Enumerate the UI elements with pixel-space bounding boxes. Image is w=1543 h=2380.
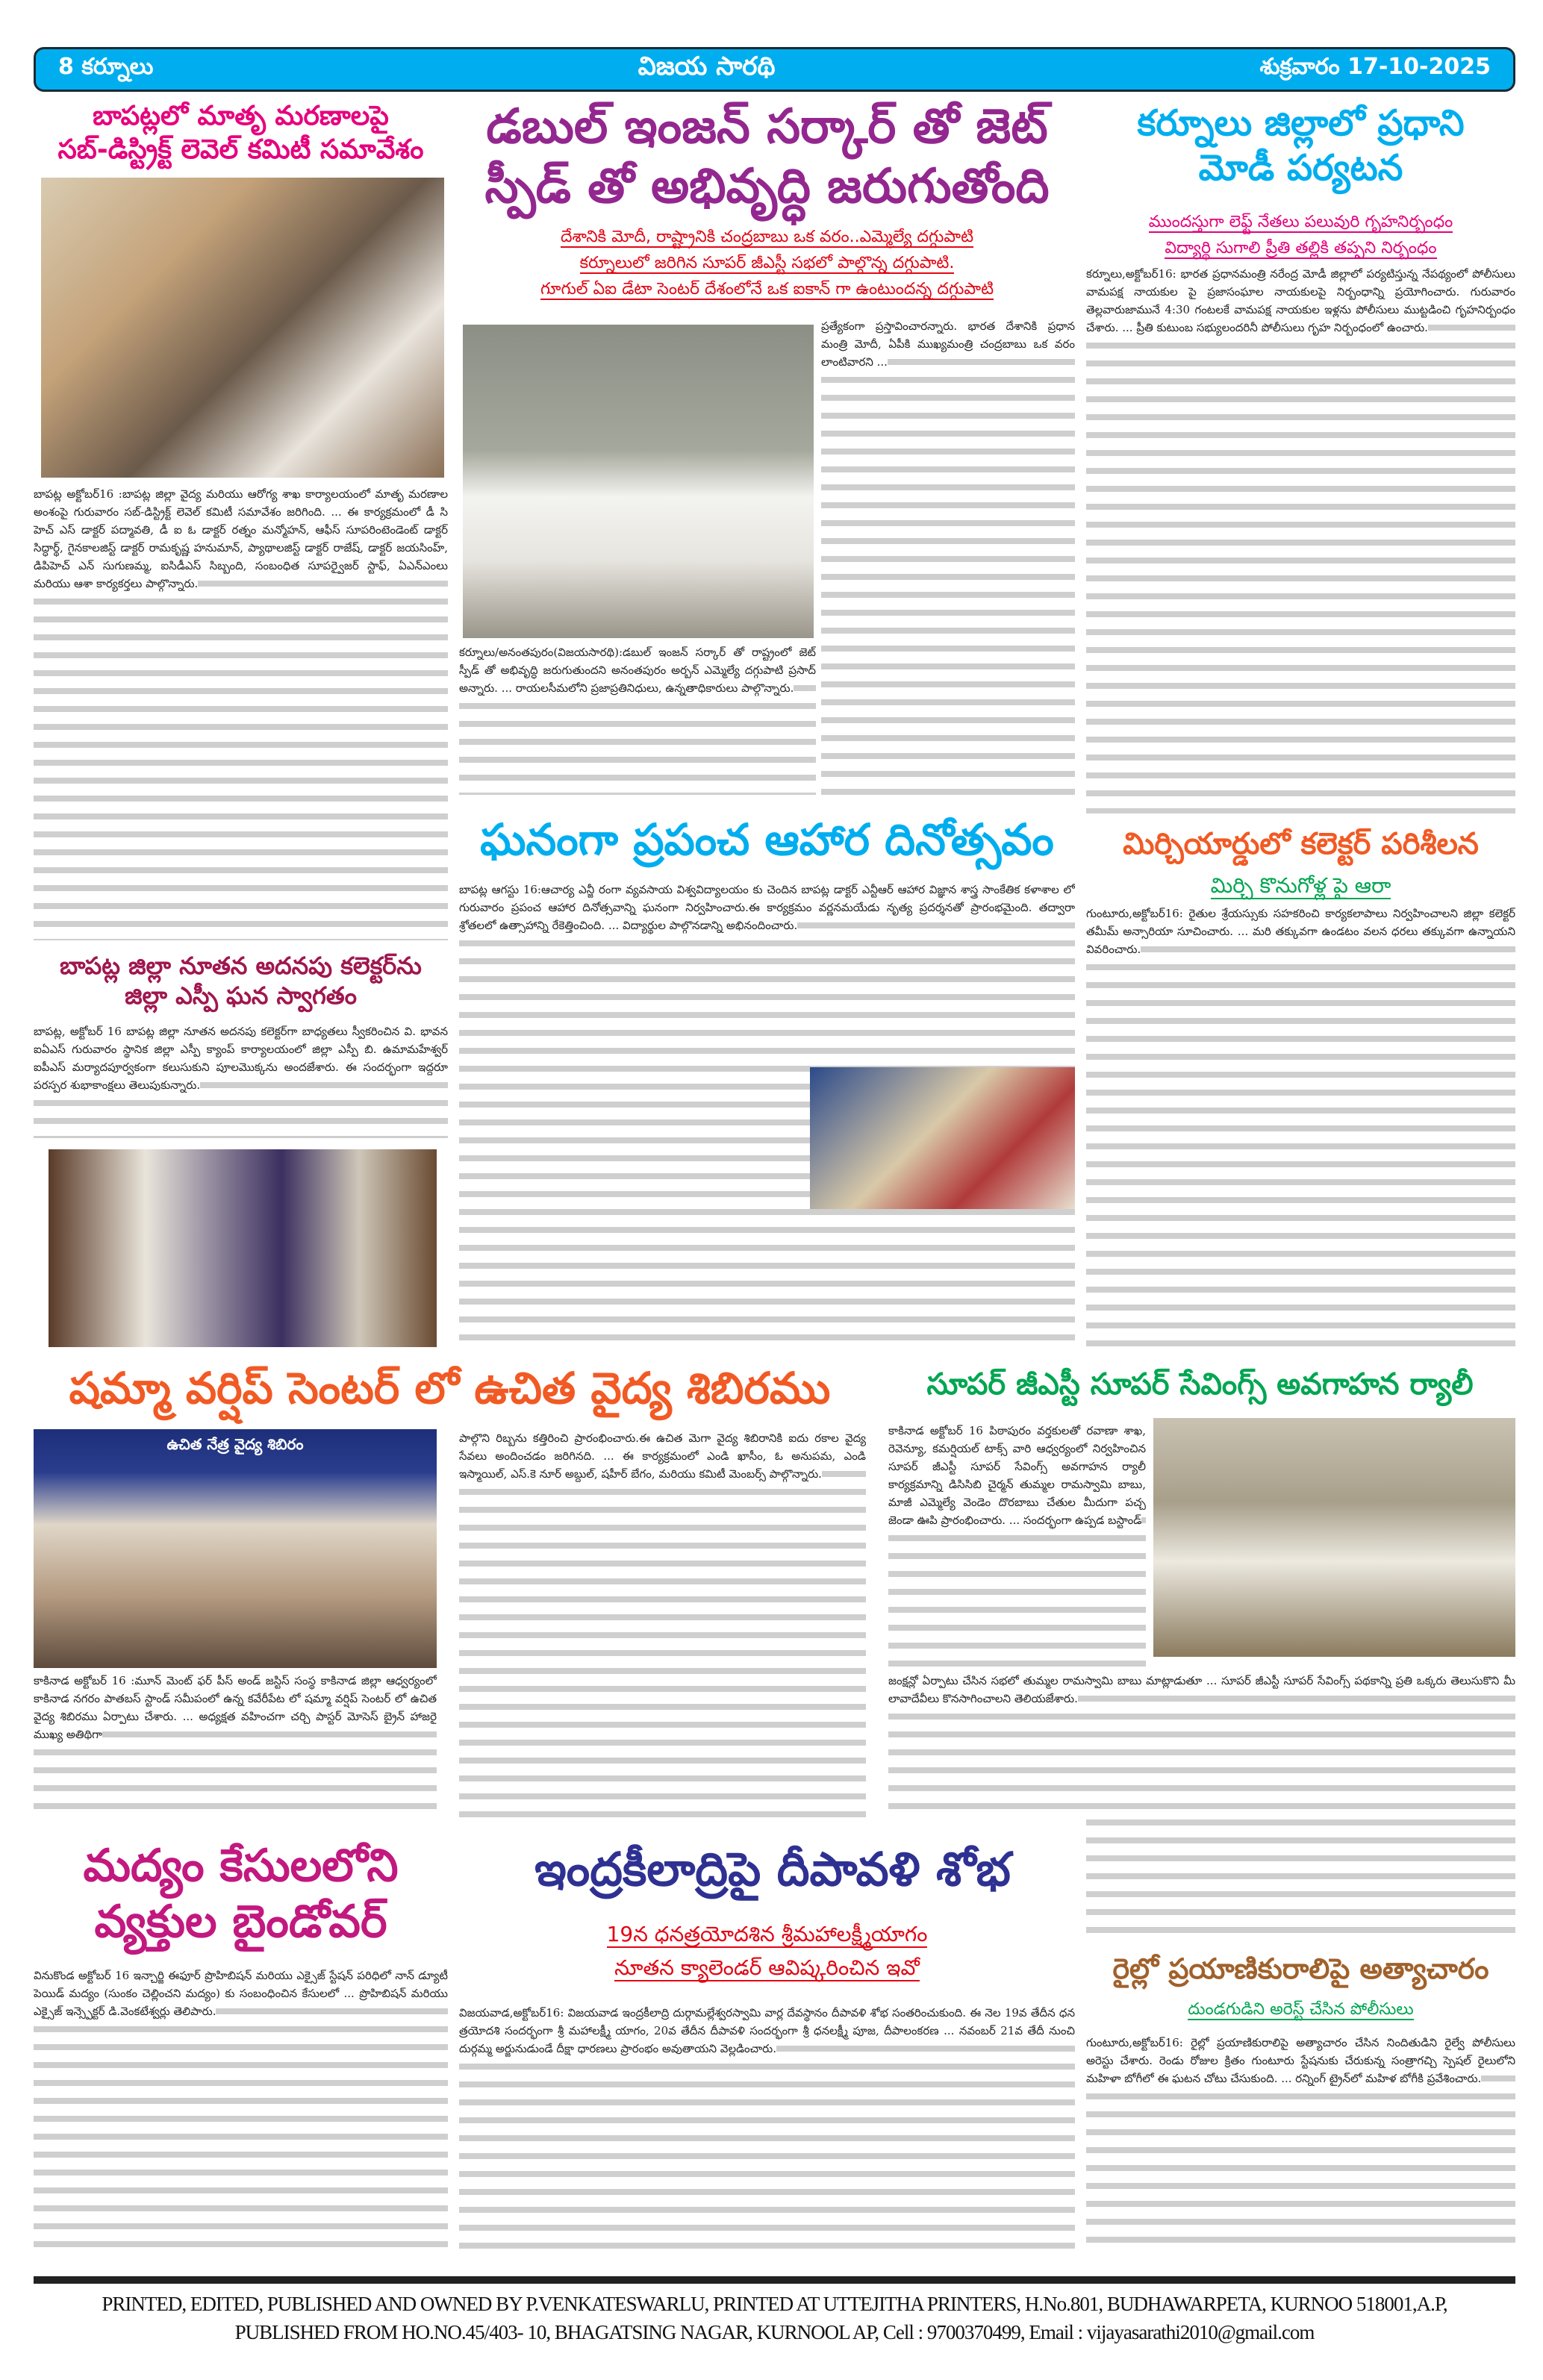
headline-indrakeeladri: [470, 1828, 1075, 1911]
headline-line: సూపర్ జీఎస్టీ సూపర్ సేవింగ్స్ అవగాహన ర్యాలీ: [926, 1367, 1474, 1402]
article-text: కర్నూలు,అక్టోబర్16: భారత ప్రధానమంత్రి నరేంద్ర మోడీ జిల్లాలో పర్యటిస్తున్న నేపథ్యంలో పోలీసులు వామపక్ష నాయకుల పై ప్రజాసంఘాల నాయకులపై నిర్బంధాన్ని ప్రయోగించారు. గురువారం తెల్లవారుజామునే 4:30 గంటలకే వామపక్ష నాయకుల ఇళ్లను పోలీసులు ముట్టడించి గృహనిర్బంధం చేశారు. ... ప్రీతి కుటుంబ సభ్యులందరినీ పోలీసులు గృహ నిర్బంధంలో ఉంచారు.: [1086, 267, 1515, 334]
headline-line: షమ్మా వర్షిప్ సెంటర్ లో ఉచిత వైద్య శిబిరము: [69, 1362, 831, 1414]
article-maternal-deaths: [34, 485, 448, 940]
article-text: బాపట్ల, అక్టోబర్ 16 బాపట్ల జిల్లా నూతన అదనపు కలెక్టర్‌గా బాధ్యతలు స్వీకరించిన వి. భావన ఐఏఎస్ గురువారం స్థానిక జిల్లా ఎస్పీ క్యాంప్ కార్యాలయంలో జిల్లా ఎస్పీ బి. ఉమామహేశ్వర్ ఐపీఎస్ మర్యాదపూర్వకంగా కలుసుకుని పూలమొక్కను అందజేశారు. ఈ సందర్భంగా ఇద్దరూ పరస్పర శుభాకాంక్షలు తెలుపుకున్నారు.: [34, 1025, 448, 1092]
subheadlines-modi-visit: [1086, 209, 1515, 261]
headline-modi-visit: [1086, 93, 1515, 198]
photo-mla-group: [463, 325, 814, 638]
article-gst-rally: [888, 1422, 1146, 1672]
article-text: బాపట్ల అక్టోబర్16 :బాపట్ల జిల్లా వైద్య మరియు ఆరోగ్య శాఖ కార్యాలయంలో మాతృ మరణాల అంశంపై గురువారం సబ్-డిస్ట్రిక్ట్ లెవెల్ కమిటీ సమావేశం జరిగింది. ... ఈ కార్యక్రమంలో డీ సి హెచ్ ఎస్ డాక్టర్ పద్మావతి, డీ ఐ ఓ డాక్టర్ రత్నం మన్మోహన్, ఆఫీస్ సూపరింటెండెంట్ డాక్టర్ సిద్ధార్థ్, గైనకాలజిస్ట్ డాక్టర్ రామకృష్ణ హనుమాన్, ప్యాథాలజిస్ట్ డాక్టర్ రాజేష్, డాక్టర్ జయసింహ్, డిపిహెచ్ ఎన్ సుగుణమ్మ, ఐసిడీఎస్ సిబ్బంది, సంబంధిత సూపర్వైజర్ స్టాఫ్, ఏఎన్ఎంలు మరియు ఆశా కార్యకర్తలు పాల్గొన్నారు.: [34, 487, 448, 590]
headline-line: వ్యక్తుల బైండోవర్: [94, 1895, 387, 1948]
article-text: పాల్గొని రిబ్బను కత్తిరించి ప్రారంభించారు.ఈ ఉచిత మెగా వైద్య శిబిరానికి ఐదు రకాల వైద్య సేవలు అందించడం జరిగినది. ... ఈ కార్యక్రమంలో ఎండి ఖాసీం, ఓ అనుపమ, ఎండి ఇస్మాయిల్, ఎస్.కె నూర్ అబ్దుల్, షహీర్ బేగం, మరియు కమిటీ మెంబర్స్ పాల్గొన్నారు.: [459, 1431, 866, 1481]
headline-free-medical-camp: [34, 1358, 866, 1418]
headline-line: మిర్చియార్డులో కలెక్టర్ పరిశీలన: [1123, 827, 1479, 861]
headline-liquor-bindover: [34, 1825, 448, 1963]
headline-line: బాపట్లలో మాతృ మరణాలపై: [93, 101, 389, 131]
headline-line: బాపట్ల జిల్లా నూతన అదనపు కలెక్టర్‌ను: [60, 952, 422, 980]
photo-medical-camp: [34, 1429, 437, 1668]
article-mirchi-yard: [1086, 905, 1515, 1347]
subheadline-train-assault: [1086, 1996, 1515, 2023]
article-additional-collector: [34, 1022, 448, 1138]
headline-line: స్పీడ్ తో అభివృద్ధి జరుగుతోంది: [484, 159, 1050, 214]
headline-maternal-deaths: [34, 96, 448, 170]
article-text: కాకినాడ అక్టోబర్ 16 :మూన్ మెంట్ ఫర్ పీస్ అండ్ జస్టిస్ సంస్థ కాకినాడ జిల్లా ఆధ్వర్యంలో కాకినాడ నగరం పాతబస్ స్టాండ్ సమీపంలో ఉన్న కవేరీపేట లో షమ్మా వర్షిప్ సెంటర్ లో ఉచిత వైద్య శిబిరము ఏర్పాటు చేశారు. ... అధ్యక్షత వహించగా చర్చి పాస్టర్ మోసెస్ బ్రైన్ హాజరై ముఖ్య అతిథిగా: [34, 1674, 437, 1741]
article-double-engine-cont: [821, 317, 1075, 795]
subheadline: దేశానికి మోదీ, రాష్ట్రానికి చంద్రబాబు ఒక వరం..ఎమ్మెల్యే దగ్గుపాటి: [560, 228, 974, 246]
headline-gst-rally: [885, 1358, 1515, 1411]
headline-train-assault: [1086, 1948, 1515, 1991]
headline-line: మద్యం కేసులలోని: [83, 1839, 399, 1892]
issue-date: శుక్రవారం 17-10-2025: [1259, 54, 1491, 80]
article-gst-rally-cont: [888, 1672, 1515, 1814]
headline-line: ఘనంగా ప్రపంచ ఆహార దినోత్సవం: [480, 813, 1054, 865]
article-text: ప్రత్యేకంగా ప్రస్తావించారన్నారు. భారత దేశానికి ప్రధాన మంత్రి మోదీ, ఏపీకి ముఖ్యమంత్రి చంద్రబాబు ఒక వరం లాంటివారని ...: [821, 319, 1075, 369]
article-modi-visit: [1086, 265, 1515, 813]
headline-food-day: [459, 806, 1075, 873]
article-text: గుంటూరు,అక్టోబర్16: రైతుల శ్రేయస్సుకు సహకరించి కార్యకలాపాలు నిర్వహించాలని జిల్లా కలెక్టర్ తమీమ్ అన్సారియా సూచించారు. ... మరి తక్కువగా ఉండటం వలన ధరలు తక్కువగా ఉన్నాయని వివరించారు.: [1086, 907, 1515, 956]
article-double-engine: [459, 643, 816, 795]
article-train-assault: [1086, 2034, 1515, 2254]
headline-double-engine: [459, 93, 1075, 220]
page-section: 8 కర్నూలు: [58, 54, 154, 80]
article-text: కాకినాడ అక్టోబర్ 16 పిఠాపురం వర్తకులతో రవాణా శాఖ, రెవెన్యూ, కమర్షియల్ టాక్స్ వారి ఆధ్వర్యంలో నిర్వహించిన సూపర్ జీఎస్టీ సూపర్ సేవింగ్స్ అవగాహన ర్యాలీ కార్యక్రమాన్ని డిసిసిబి చైర్మన్ తుమ్మల రామస్వామి బాబు, మాజీ ఎమ్మెల్యే వెండెం దొరబాబు చేతుల మీదుగా పచ్చ జెండా ఊపి ప్రారంభించారు. ... సందర్భంగా ఉప్పడ బస్టాండ్: [888, 1424, 1146, 1527]
subheadline: కర్నూలులో జరిగిన సూపర్ జీఎస్టీ సభలో పాల్గొన్న దగ్గుపాటి.: [579, 254, 955, 273]
headline-line: డబుల్ ఇంజన్ సర్కార్ తో జెట్: [486, 99, 1048, 154]
subheadline-mirchi: [1086, 869, 1515, 903]
subheadline: ముందస్తుగా లెఫ్ట్ నేతలు పలువురి గృహనిర్బంధం: [1148, 213, 1453, 231]
article-text: బాపట్ల ఆగస్టు 16:ఆచార్య ఎన్జీ రంగా వ్యవసాయ విశ్వవిద్యాలయం కు చెందిన బాపట్ల డాక్టర్ ఎన్టీఆర్ ఆహార విజ్ఞాన శాస్త్ర సాంకేతిక కళాశాల లో గురువారం ప్రపంచ ఆహార దినోత్సవాన్ని ఘనంగా నిర్వహించారు.ఈ కార్యక్రమం వర్ణనమయేడు నృత్య ప్రదర్శనతో ప్రారంభమైంది. తద్వారా శ్రోతలలో ఉత్సాహాన్ని రేకెత్తించింది. ... విద్యార్థుల పాల్గొనడాన్ని అభినందించారు.: [459, 883, 1075, 932]
article-text: గుంటూరు,అక్టోబర్16: రైల్లో ప్రయాణికురాలిపై అత్యాచారం చేసిన నిందితుడిని రైల్వే పోలీసులు అరెస్టు చేశారు. రెండు రోజుల క్రితం గుంటూరు స్టేషనుకు చేరుకున్న సంత్రాగచ్చి స్పెషల్ రైలులోని మహిళా బోగీలో ఈ ఘటన చోటు చేసుకుంది. ... రన్నింగ్ ట్రైన్‌లో మహిళ బోగీకి ప్రవేశించారు.: [1086, 2036, 1515, 2085]
photo-committee-meeting: [41, 178, 444, 478]
masthead-bar: [34, 47, 1515, 92]
subheadline: విద్యార్థి సుగాలి ప్రీతి తల్లికి తప్పని నిర్బంధం: [1165, 239, 1437, 258]
article-text: కర్నూలు/అనంతపురం(విజయసారథి):డబుల్ ఇంజన్ సర్కార్ తో రాష్ట్రంలో జెట్ స్పీడ్ తో అభివృద్ధి జరుగుతుందని అనంతపురం అర్బన్ ఎమ్మెల్యే దగ్గుపాటి ప్రసాద్ అన్నారు. ... రాయలసీమలోని ప్రజాప్రతినిధులు, ఉన్నతాధికారులు పాల్గొన్నారు.: [459, 646, 816, 695]
article-text: వినుకొండ అక్టోబర్ 16 ఇన్చార్జి ఈఫూర్ ప్రొహిబిషన్ మరియు ఎక్సైజ్ స్టేషన్ పరిధిలో నాన్ డ్యూటీ పెయిడ్ మద్యం (సుంకం చెల్లించని మద్యం) కు సంబంధించిన కేసులలో ... ప్రొహిబిషన్ మరియు ఎక్సైజ్ ఇన్స్పెక్టర్ డి.వెంకటేశ్వర్లు తెలిపారు.: [34, 1969, 448, 2018]
article-text: విజయవాడ,అక్టోబర్16: విజయవాడ ఇంద్రకీలాద్రి దుర్గామల్లేశ్వరస్వామి వార్ల దేవస్థానం దీపావళి శోభ సంతరించుకుంది. ఈ నెల 19వ తేదీన ధన త్రయోదశి సందర్భంగా శ్రీ మహాలక్ష్మీ యాగం, 20వ తేదీన దీపావళి సందర్భంగా శ్రీ ధనలక్ష్మీ పూజ, దీపాలంకరణ ... నవంబర్ 21వ తేదీ నుంచి దుర్గమ్మ అర్జునుడుండే దీక్షా ధారణలు ప్రారంభం అవుతాయని వెల్లడించారు.: [459, 2006, 1075, 2055]
article-medical-camp-cont: [459, 1429, 866, 1821]
headline-line: రైల్లో ప్రయాణికురాలిపై అత్యాచారం: [1112, 1952, 1489, 1986]
subheadline: గూగుల్ ఏఐ డేటా సెంటర్ దేశంలోనే ఒక ఐకాన్ గా ఉంటుందన్న దగ్గుపాటి: [540, 280, 994, 299]
headline-additional-collector: [34, 946, 448, 1015]
photo-sp-welcome: [49, 1149, 437, 1347]
imprint-line-1: PRINTED, EDITED, PUBLISHED AND OWNED BY P.VENKATESWARLU, PRINTED AT UTTEJITHA PRINTERS, H.No.801, BUDHAWARPETA, KURNOO 518001,A.P,: [102, 2293, 1447, 2315]
headline-line: సబ్-డిస్ట్రిక్ట్ లెవెల్ కమిటీ సమావేశం: [57, 134, 424, 165]
subheadline: దుండగుడిని అరెస్ట్ చేసిన పోలీసులు: [1188, 2000, 1414, 2019]
newspaper-title: విజయ సారథి: [638, 51, 776, 81]
subheadlines-double-engine: [459, 224, 1075, 303]
article-text: జంక్షన్లో ఏర్పాటు చేసిన సభలో తుమ్మల రామస్వామి బాబు మాట్లాడుతూ ... సూపర్ జీఎస్టీ సూపర్ సేవింగ్స్ పథకాన్ని ప్రతి ఒక్కరు తెలుసుకొని మీ లావాదేవీలు కొనసాగించాలని తెలియజేశారు.: [888, 1674, 1515, 1705]
headline-line: కర్నూలు జిల్లాలో ప్రధాని: [1137, 102, 1465, 144]
subheadline: నూతన క్యాలెండర్ ఆవిష్కరించిన ఇవో: [614, 1955, 920, 1980]
footer-divider: [34, 2276, 1515, 2284]
subheadline: మిర్చి కొనుగోళ్ల పై ఆరా: [1210, 873, 1391, 898]
photo-food-day: [810, 1067, 1075, 1209]
article-liquor-bindover: [34, 1967, 448, 2254]
headline-line: జిల్లా ఎస్పీ ఘన స్వాగతం: [125, 981, 357, 1010]
article-gst-rally-end: [1086, 1814, 1515, 1940]
photo-gst-rally: [1153, 1418, 1515, 1657]
subheadline: 19న ధనత్రయోదశిన శ్రీమహాలక్ష్మీయాగం: [606, 1922, 928, 1946]
article-medical-camp: [34, 1672, 437, 1821]
imprint-line-2: PUBLISHED FROM HO.NO.45/403- 10, BHAGATSING NAGAR, KURNOOL AP, Cell : 9700370499, Email : vijayasarathi2010@gmail.com: [234, 2321, 1315, 2343]
subheadlines-indrakeeladri: [459, 1918, 1075, 1985]
photo-banner-text: ఉచిత నేత్ర వైద్య శిబిరం: [166, 1435, 304, 1453]
article-indrakeeladri: [459, 2004, 1075, 2254]
headline-line: ఇంద్రకీలాద్రిపై దీపావళి శోభ: [534, 1842, 1011, 1897]
headline-line: మోడీ పర్యటన: [1198, 147, 1403, 189]
headline-mirchi-yard: [1086, 821, 1515, 867]
